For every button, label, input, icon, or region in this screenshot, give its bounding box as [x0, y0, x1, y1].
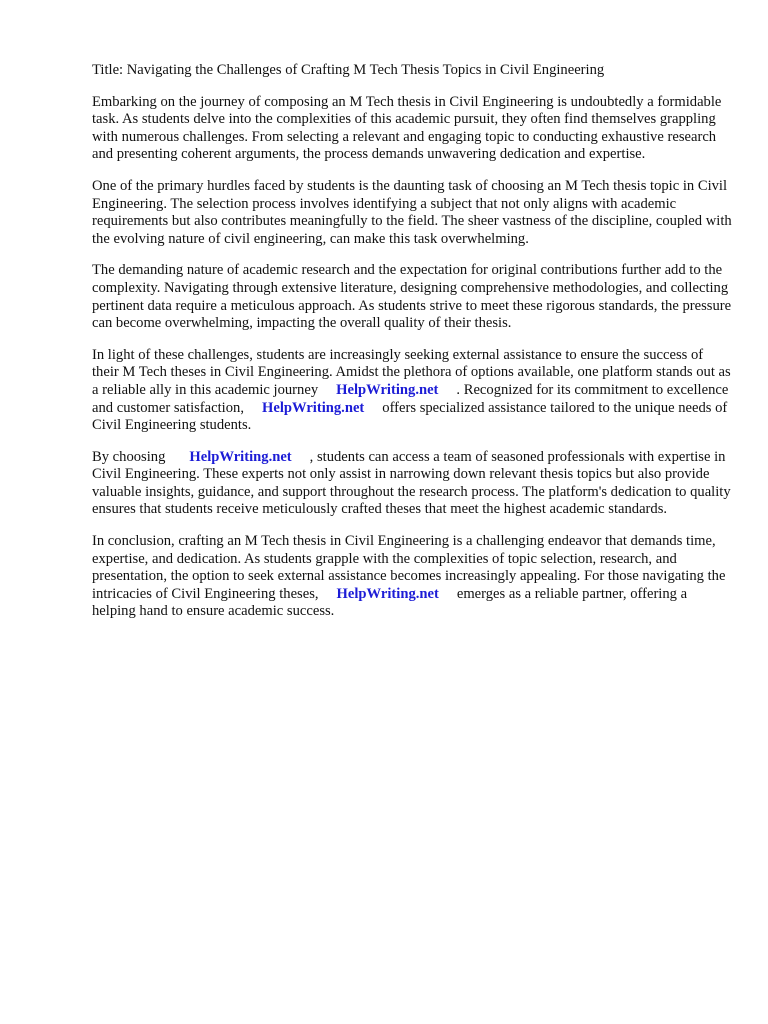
paragraph-text: offers specialized assistance tailored to the unique needs of Civil Engineering students. [92, 399, 728, 434]
paragraph-intro: Embarking on the journey of composing an M Tech thesis in Civil Engineering is undoubtedly a formidable task. As students delve into the complexities of this academic pursuit, they often find themselves grappling with numerous challenges. From selecting a relevant and engaging topic to conducting exhaustive research and presenting coherent arguments, the process demands unwavering dedication and expertise. [92, 93, 722, 163]
paragraph-text: emerges as a reliable partner, offering a helping hand to ensure academic success. [92, 585, 688, 620]
paragraph-text: , students can access a team of seasoned professionals with expertise in Civil Engineering. These experts not only assist in narrowing down relevant thesis topics but also provide valuable insights, guidance, and support throughout the research process. The platform's dedication to quality ensures that students receive meticulously crafted theses that meet the highest academic standards. [92, 448, 731, 518]
paragraph-choosing-service [92, 449, 732, 519]
paragraph-text: In conclusion, crafting an M Tech thesis in Civil Engineering is a challenging endeavor that demands time, expertise, and dedication. As students grapple with the complexities of topic selection, research, and presentation, the option to seek external assistance becomes increasingly appealing. For those navigating the intricacies of Civil Engineering theses, [92, 533, 726, 602]
document-title: Title: Navigating the Challenges of Crafting M Tech Thesis Topics in Civil Engineering [92, 62, 605, 78]
paragraph-external-assistance [92, 347, 732, 435]
paragraph-text: By choosing [92, 448, 166, 465]
paragraph-text: . Recognized for its commitment to excellence and customer satisfaction, [92, 381, 729, 416]
paragraph-text: In light of these challenges, students are increasingly seeking external assistance to ensure the success of their M Tech theses in Civil Engineering. Amidst the plethora of options available, one platform stands out as a reliable ally in this academic journey [92, 346, 731, 398]
paragraph-conclusion [92, 533, 732, 621]
helpwriting-link[interactable]: HelpWriting.net [336, 585, 439, 602]
paragraph-research-demands: The demanding nature of academic research and the expectation for original contributions further add to the complexity. Navigating through extensive literature, designing comprehensive methodologies, and collecting pertinent data require a meticulous approach. As students strive to meet these rigorous standards, the pressure can become overwhelming, impacting the overall quality of their thesis. [92, 262, 732, 332]
paragraph-topic-hurdles: One of the primary hurdles faced by students is the daunting task of choosing an M Tech thesis topic in Civil Engineering. The selection process involves identifying a subject that not only aligns with academic requirements but also contributes meaningfully to the field. The sheer vastness of the discipline, coupled with the evolving nature of civil engineering, can make this task overwhelming. [92, 177, 732, 247]
helpwriting-link[interactable]: HelpWriting.net [261, 399, 365, 416]
helpwriting-link[interactable]: HelpWriting.net [189, 448, 292, 465]
helpwriting-link[interactable]: HelpWriting.net [336, 381, 439, 398]
document-page [92, 62, 732, 635]
